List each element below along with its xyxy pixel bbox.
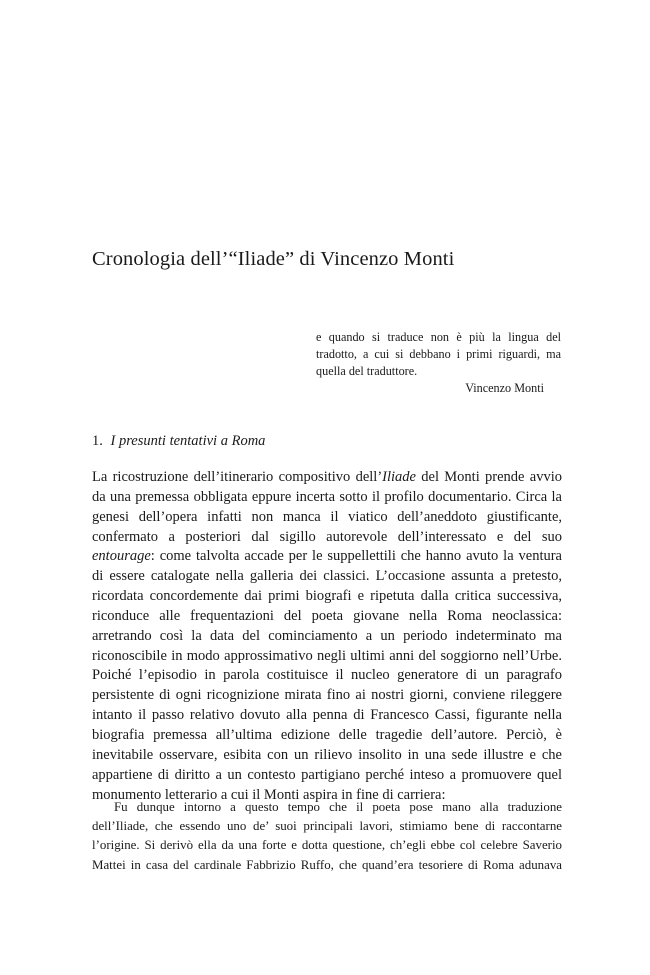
- paragraph-segment: del Monti prende avvio da una premessa obbligata eppure incerta sotto il profilo documentario. Circa la genesi dell’opera infatti non manca il viatico dell’aneddoto giustificante, confermato a posteriori dal sigillo autorevole dell’interessato e del suo: [92, 469, 562, 545]
- epigraph: [316, 329, 561, 397]
- quotation-line: Fu dunque intorno a questo tempo che il poeta pose mano alla traduzione: [114, 800, 562, 814]
- paragraph-segment: : come talvolta accade per le suppellettili che hanno avuto la ventura di essere catalogate nella galleria dei classici. L’occasione assunta a pretesto, ricordata concordemente dai primi biografi e ripetuta dalla critica successiva, riconduce alle frequentazioni del poeta giovane nella Roma neoclassica: arretrando così la data del cominciamento a un periodo indeterminato ma riconoscibile in modo approssimativo negli ultimi anni del soggiorno nell’Urbe. Poiché l’episodio in parola costituisce il nucleo generatore di un paragrafo persistente di ogni ricognizione mirata fino ai nostri giorni, conviene rileggere intanto il passo relativo dovuto alla penna di Francesco Cassi, figurante nella biografia premessa all’ultima edizione delle tragedie dell’autore. Perciò, è inevitabile osservare, esibita con un rilievo insolito in una sede illustre e che appartiene di diritto a un contesto partigiano perché inteso a promuovere quel monumento letterario a cui il Monti aspira in fine di carriera:: [92, 548, 562, 803]
- quotation-line: l’origine. Si derivò ella da una forte e dotta questione, ch’egli ebbe col celebre Saverio: [92, 838, 562, 853]
- paragraph-italic-iliade: Iliade: [382, 469, 416, 485]
- quotation-line: Mattei in casa del cardinale Fabbrizio Ruffo, che quand’era tesoriere di Roma adunava: [92, 857, 562, 872]
- quotation-line: dell’Iliade, che essendo uno de’ suoi principali lavori, stimiamo bene di raccontarne: [92, 819, 562, 834]
- paragraph-italic-entourage: entourage: [92, 548, 151, 565]
- section-title: I presunti tentativi a Roma: [110, 433, 266, 449]
- chapter-title: Cronologia dell’“Iliade” di Vincenzo Monti: [92, 248, 455, 270]
- paragraph-segment: La ricostruzione dell’itinerario compositivo dell’: [92, 469, 383, 485]
- body-paragraph: [92, 468, 562, 805]
- section-heading: [92, 431, 265, 451]
- epigraph-text: e quando si traduce non è più la lingua del tradotto, a cui si debbano i primi riguardi, ma quella del traduttore.: [316, 330, 561, 378]
- block-quotation: [92, 798, 562, 875]
- epigraph-attribution: Vincenzo Monti: [465, 381, 544, 395]
- paragraph-text: [92, 468, 562, 805]
- section-number: 1.: [92, 433, 103, 449]
